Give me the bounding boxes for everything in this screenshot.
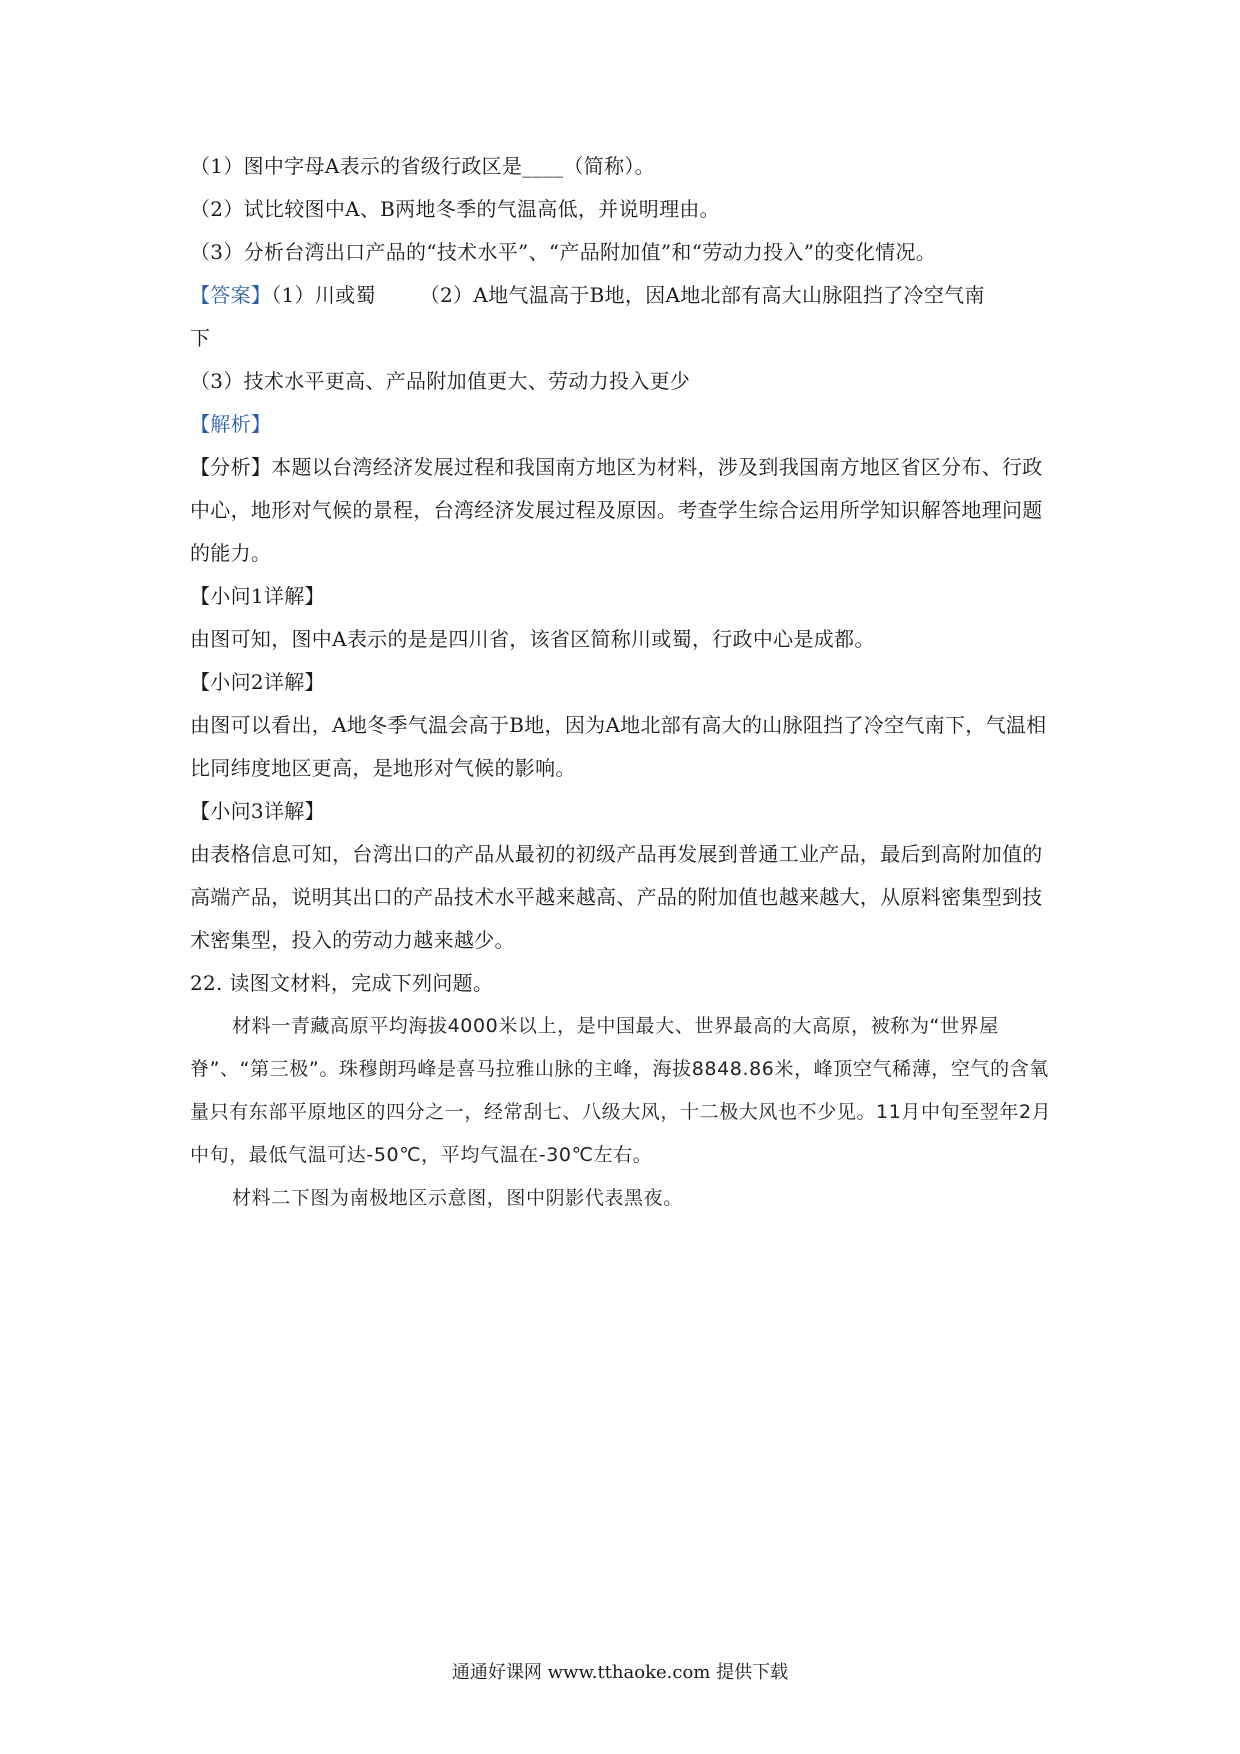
question-1: （1）图中字母A表示的省级行政区是____（简称）。	[190, 154, 655, 178]
question-22-stem: 22. 读图文材料，完成下列问题。	[190, 971, 494, 995]
sub-question-2-text: 由图可以看出，A地冬季气温会高于B地，因为A地北部有高大的山脉阻挡了冷空气南下，气温相比同纬度地区更高，是地形对气候的影响。	[190, 713, 1047, 780]
material-1: 材料一青藏高原平均海拔4000米以上，是中国最大、世界最高的大高原，被称为“世界屋脊”、“第三极”。珠穆朗玛峰是喜马拉雅山脉的主峰，海拔8848.86米，峰顶空气稀薄，空气的含氧量只有东部平原地区的四分之一，经常刮七、八级大风，十二极大风也不少见。11月中旬至翌年2月中旬，最低气温可达-50℃，平均气温在-30℃左右。	[190, 1015, 1052, 1166]
sub-question-2-title: 【小问2详解】	[190, 670, 325, 694]
sub-question-3-title: 【小问3详解】	[190, 799, 325, 823]
document-body	[190, 145, 1058, 1220]
answer-part-3: （3）技术水平更高、产品附加值更大、劳动力投入更少	[190, 369, 691, 393]
answer-part-1: （1）川或蜀	[271, 283, 376, 307]
material-2: 材料二下图为南极地区示意图，图中阴影代表黑夜。	[232, 1187, 683, 1209]
sub-question-3-text: 由表格信息可知，台湾出口的产品从最初的初级产品再发展到普通工业产品，最后到高附加值的高端产品，说明其出口的产品技术水平越来越高、产品的附加值也越来越大，从原料密集型到技术密集型，投入的劳动力越来越少。	[190, 842, 1043, 952]
answer-line	[190, 274, 1058, 317]
answer-part-2-continued: 下	[190, 326, 211, 350]
sub-question-1-title: 【小问1详解】	[190, 584, 325, 608]
answer-part-2: （2）A地气温高于B地，因A地北部有高大山脉阻挡了冷空气南	[419, 283, 985, 307]
question-2: （2）试比较图中A、B两地冬季的气温高低，并说明理由。	[190, 197, 720, 221]
sub-question-1-text: 由图可知，图中A表示的是是四川省，该省区简称川或蜀，行政中心是成都。	[190, 627, 875, 651]
analysis-overview: 【分析】本题以台湾经济发展过程和我国南方地区为材料，涉及到我国南方地区省区分布、行政中心，地形对气候的景程，台湾经济发展过程及原因。考查学生综合运用所学知识解答地理问题的能力。	[190, 455, 1043, 565]
answer-label: 【答案】	[190, 283, 272, 307]
page-footer: 通通好课网 www.tthaoke.com 提供下载	[451, 1662, 789, 1683]
analysis-label: 【解析】	[190, 412, 272, 436]
question-3: （3）分析台湾出口产品的“技术水平”、“产品附加值”和“劳动力投入”的变化情况。	[190, 240, 937, 264]
